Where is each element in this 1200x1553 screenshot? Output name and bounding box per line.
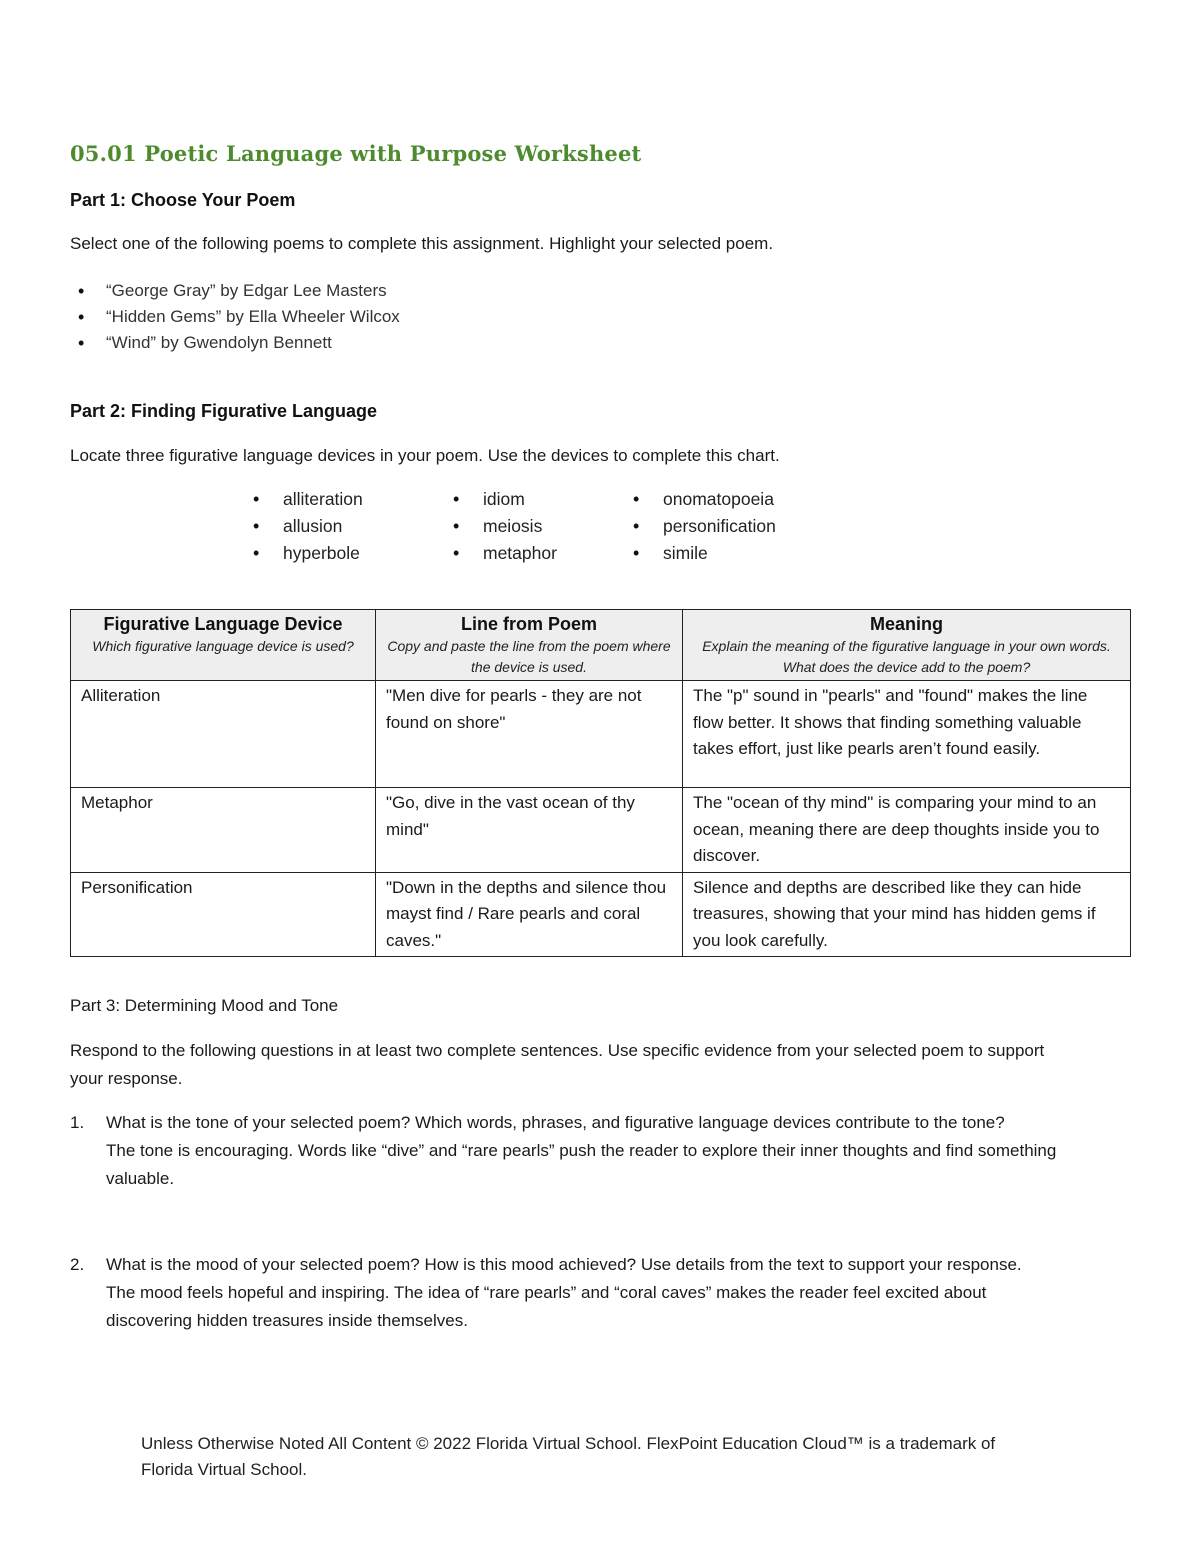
- poem-option: • “Hidden Gems” by Ella Wheeler Wilcox: [78, 304, 400, 330]
- device-item: • alliteration: [253, 486, 363, 513]
- question-text: What is the mood of your selected poem? How is this mood achieved? Use details from the text to support your response.: [106, 1255, 1022, 1274]
- header-title: Figurative Language Device: [103, 614, 343, 634]
- device-item: • simile: [633, 540, 776, 567]
- table-row: [71, 788, 1131, 873]
- figurative-language-table: [70, 609, 1131, 957]
- device-item: • hyperbole: [253, 540, 363, 567]
- device-item: • allusion: [253, 513, 363, 540]
- device-list-col1: [253, 486, 363, 567]
- question-item: [70, 1251, 1070, 1335]
- table-row: [71, 681, 1131, 788]
- question-text: What is the tone of your selected poem? Which words, phrases, and figurative language devices contribute to the tone?: [106, 1113, 1005, 1132]
- question-number: 1.: [70, 1113, 85, 1132]
- cell-meaning: Silence and depths are described like they can hide treasures, showing that your mind has hidden gems if you look carefully.: [683, 872, 1131, 957]
- header-device: [71, 610, 376, 681]
- worksheet-title: 05.01 Poetic Language with Purpose Worksheet: [70, 141, 642, 166]
- part1-instructions: Select one of the following poems to complete this assignment. Highlight your selected poem.: [70, 234, 774, 253]
- cell-device: Personification: [71, 872, 376, 957]
- poem-option: • “Wind” by Gwendolyn Bennett: [78, 330, 400, 356]
- question-number: 2.: [70, 1255, 85, 1274]
- poem-option: • “George Gray” by Edgar Lee Masters: [78, 278, 400, 304]
- cell-line: "Men dive for pearls - they are not found on shore": [376, 681, 683, 788]
- header-subtitle: Explain the meaning of the figurative language in your own words. What does the device add to the poem?: [702, 638, 1111, 675]
- cell-device: Alliteration: [71, 681, 376, 788]
- table-header-row: [71, 610, 1131, 681]
- table-row: [71, 872, 1131, 957]
- header-title: Line from Poem: [460, 614, 598, 634]
- device-list-col3: [633, 486, 776, 567]
- poem-list: [78, 278, 400, 356]
- header-subtitle: Copy and paste the line from the poem where the device is used.: [387, 638, 671, 675]
- part3-instructions: Respond to the following questions in at least two complete sentences. Use specific evidence from your selected poem to support your response.: [70, 1041, 1045, 1088]
- answer-text: The tone is encouraging. Words like “dive” and “rare pearls” push the reader to explore their inner thoughts and find something valuable.: [106, 1141, 1057, 1188]
- cell-device: Metaphor: [71, 788, 376, 873]
- answer-text: The mood feels hopeful and inspiring. The idea of “rare pearls” and “coral caves” makes the reader feel excited about discovering hidden treasures inside themselves.: [106, 1283, 987, 1330]
- question-list: [70, 1251, 1070, 1335]
- cell-line: "Go, dive in the vast ocean of thy mind": [376, 788, 683, 873]
- device-item: • meiosis: [453, 513, 557, 540]
- cell-meaning: The "ocean of thy mind" is comparing your mind to an ocean, meaning there are deep thoughts inside you to discover.: [683, 788, 1131, 873]
- device-item: • metaphor: [453, 540, 557, 567]
- part2-instructions: Locate three figurative language devices in your poem. Use the devices to complete this chart.: [70, 446, 780, 465]
- part2-heading: Part 2: Finding Figurative Language: [70, 401, 378, 421]
- device-item: • personification: [633, 513, 776, 540]
- device-list-col2: [453, 486, 557, 567]
- header-title: Meaning: [869, 614, 943, 634]
- part3-heading: Part 3: Determining Mood and Tone: [70, 996, 339, 1015]
- device-item: • onomatopoeia: [633, 486, 776, 513]
- part1-heading: Part 1: Choose Your Poem: [70, 190, 296, 210]
- copyright-footer: Unless Otherwise Noted All Content © 2022 Florida Virtual School. FlexPoint Education Cloud™ is a trademark of Florida Virtual School.: [141, 1434, 996, 1479]
- device-item: • idiom: [453, 486, 557, 513]
- cell-meaning: The "p" sound in "pearls" and "found" makes the line flow better. It shows that finding something valuable takes effort, just like pearls aren’t found easily.: [683, 681, 1131, 788]
- header-meaning: [683, 610, 1131, 681]
- question-list: [70, 1109, 1070, 1193]
- header-line: [376, 610, 683, 681]
- question-item: [70, 1109, 1070, 1193]
- cell-line: "Down in the depths and silence thou mayst find / Rare pearls and coral caves.": [376, 872, 683, 957]
- header-subtitle: Which figurative language device is used?: [92, 638, 354, 654]
